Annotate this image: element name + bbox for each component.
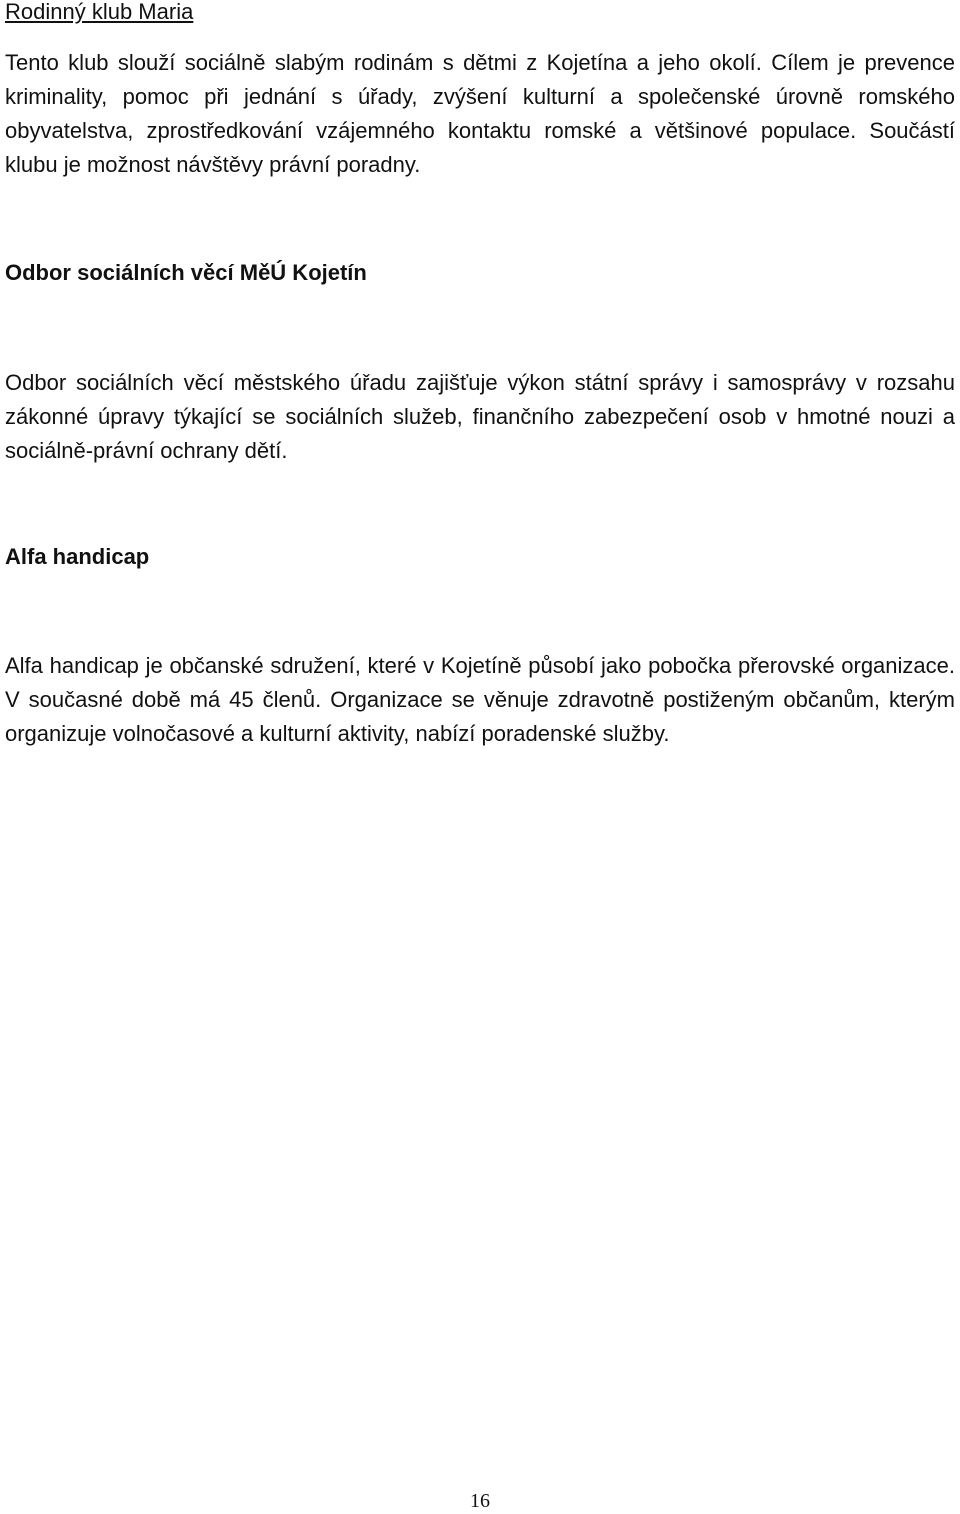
- section-body-rodinny-klub-maria: Tento klub slouží sociálně slabým rodinám s dětmi z Kojetína a jeho okolí. Cílem je prevence kriminality, pomoc při jednání s úřady, zvýšení kulturní a společenské úrovně romského obyvatelstva, zprostředkování vzájemného kontaktu romské a většinové populace. Součástí klubu je možnost návštěvy právní poradny.: [5, 50, 955, 177]
- section-body-alfa-handicap: Alfa handicap je občanské sdružení, které v Kojetíně působí jako pobočka přerovské organizace. V současné době má 45 členů. Organizace se věnuje zdravotně postiženým občanům, kterým organizuje volnočasové a kulturní aktivity, nabízí poradenské služby.: [5, 653, 955, 746]
- section-title-odbor-socialnich-veci: Odbor sociálních věcí MěÚ Kojetín: [5, 260, 367, 285]
- section-title-alfa-handicap: Alfa handicap: [5, 544, 150, 569]
- section-title-rodinny-klub-maria[interactable]: Rodinný klub Maria: [5, 0, 194, 24]
- page-number: 16: [470, 1490, 490, 1512]
- section-body-odbor-socialnich-veci: Odbor sociálních věcí městského úřadu zajišťuje výkon státní správy i samosprávy v rozsahu zákonné úpravy týkající se sociálních služeb, finančního zabezpečení osob v hmotné nouzi a sociálně-právní ochrany dětí.: [5, 370, 955, 463]
